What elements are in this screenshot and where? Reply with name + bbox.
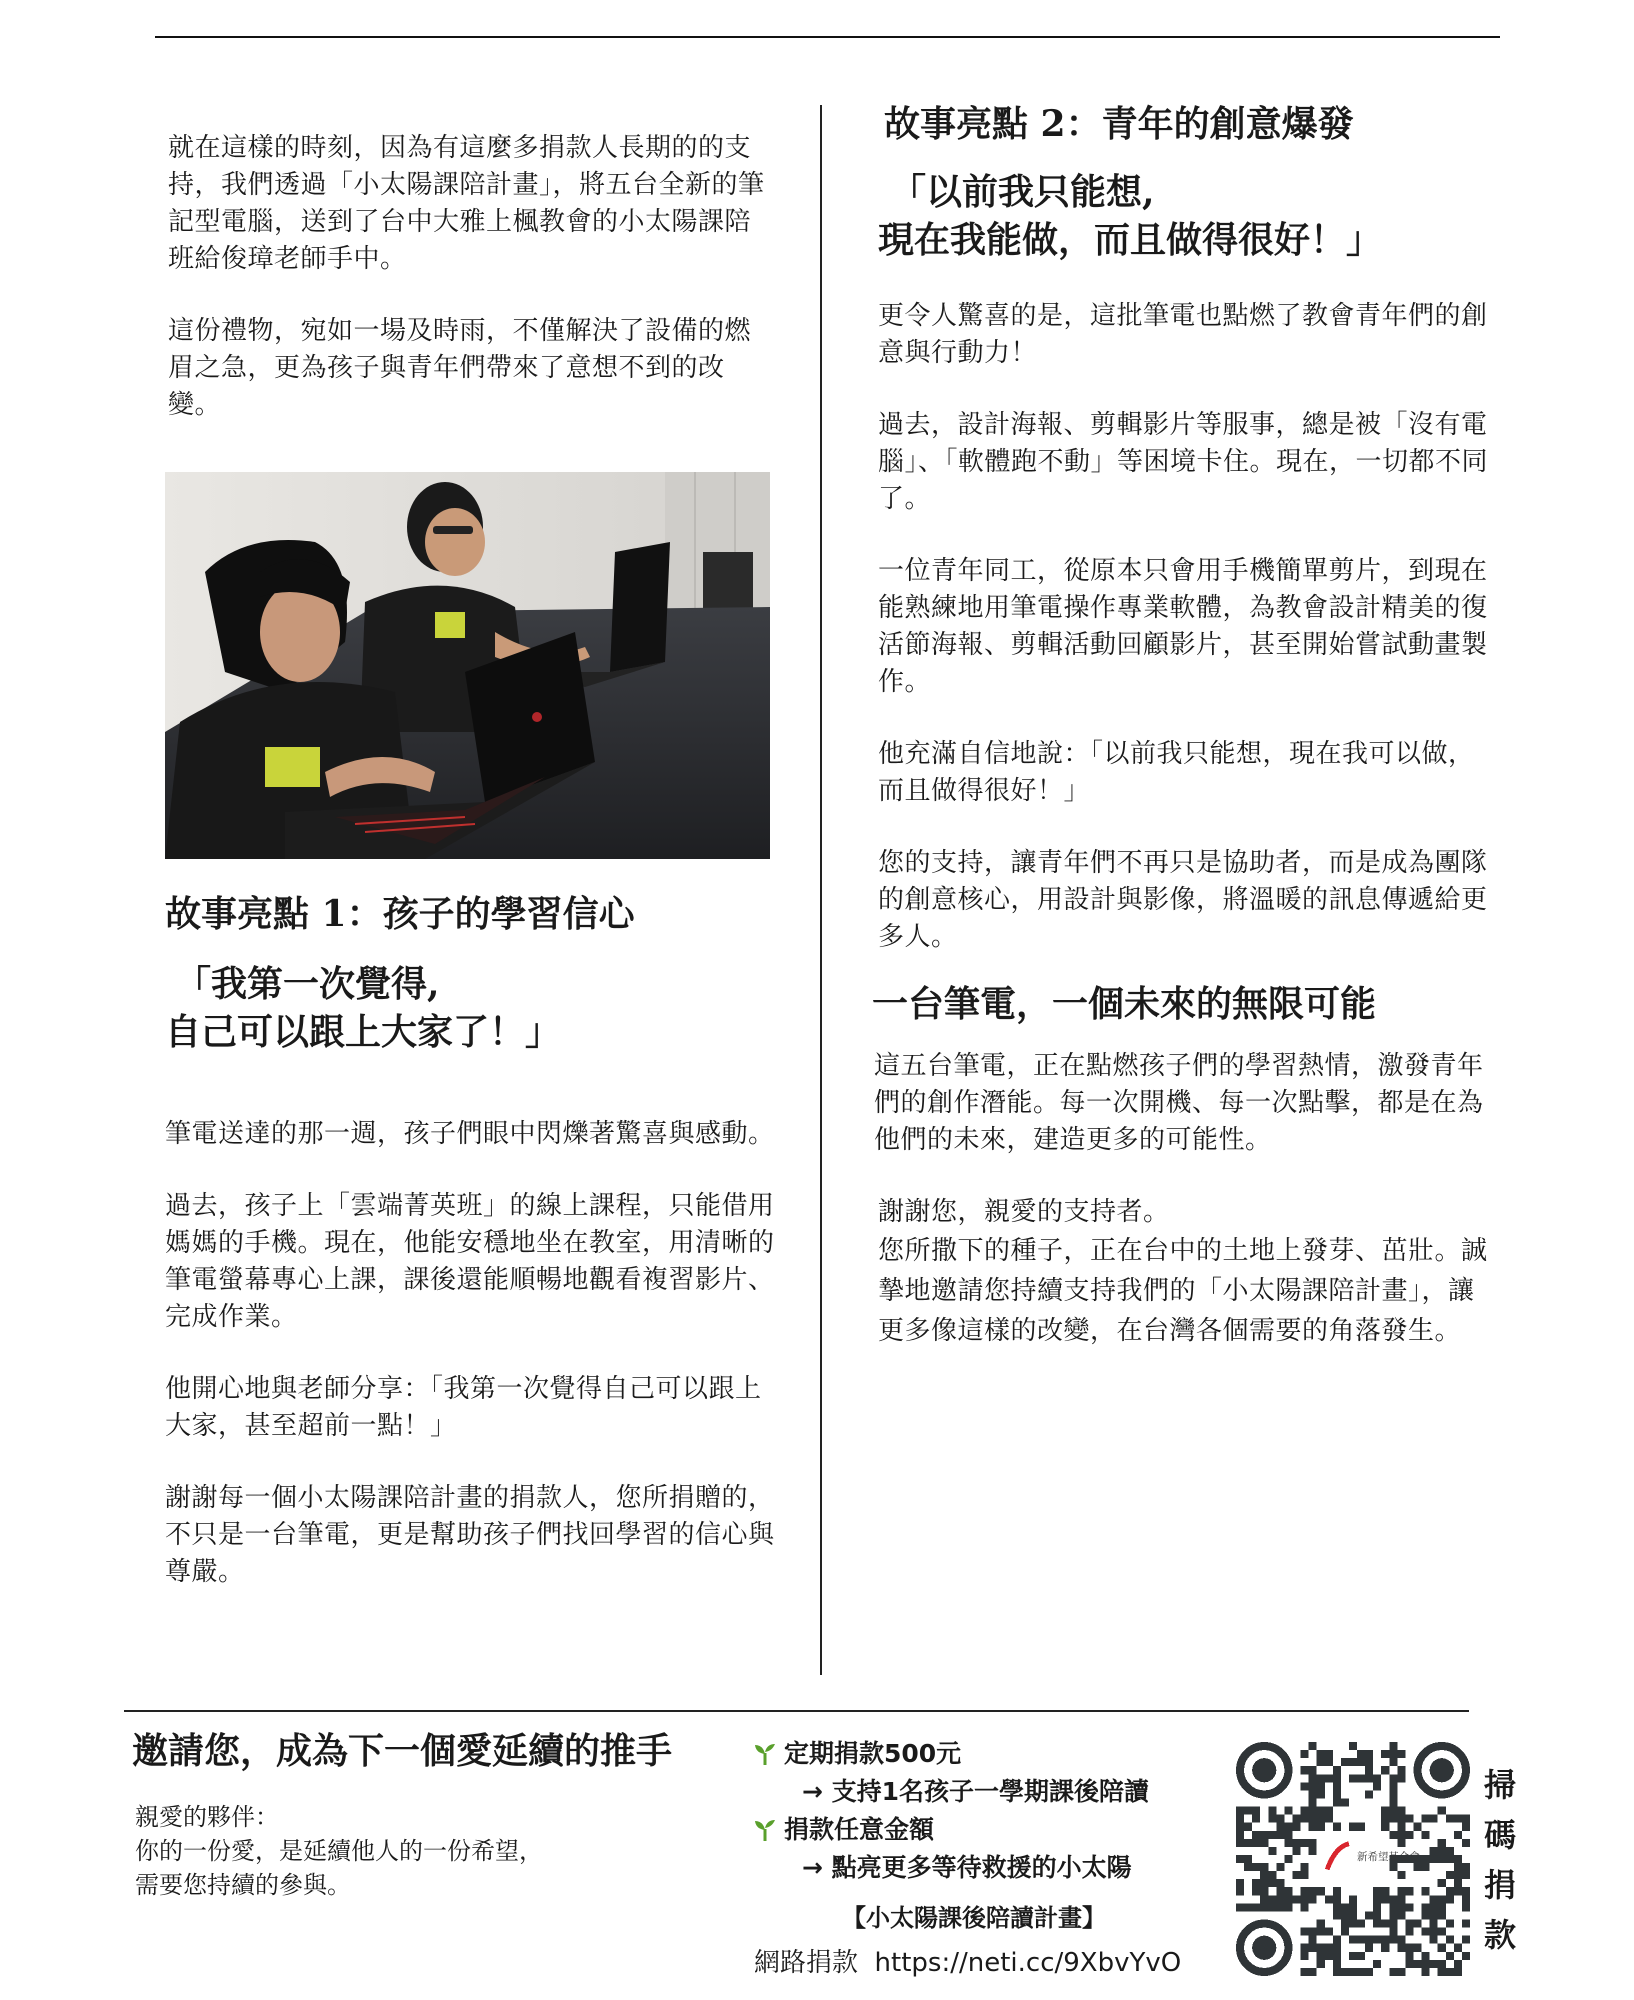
donation-option-1 (752, 1735, 1149, 1773)
qr-side-char-2: 碼 (1483, 1816, 1516, 1854)
footer-rule (124, 1710, 1469, 1712)
story-2-paragraph-1: 更令人驚喜的是，這批筆電也點燃了教會青年們的創意與行動力！ (878, 301, 1488, 368)
story-1-paragraph-3: 他開心地與老師分享：「我第一次覺得自己可以跟上大家，甚至超前一點！」 (165, 1374, 762, 1441)
intro-paragraph-1: 就在這樣的時刻，因為有這麼多捐款人長期的的支持，我們透過「小太陽課陪計畫」，將五台全新的筆記型電腦，送到了台中大雅上楓教會的小太陽課陪班給俊璋老師手中。 (168, 133, 765, 274)
story-2-quote-line-2: 現在我能做，而且做得很好！」 (878, 219, 1383, 261)
story-1-quote (165, 960, 775, 1056)
story-2-paragraph-2: 過去，設計海報、剪輯影片等服事，總是被「沒有電腦」、「軟體跑不動」等困境卡住。現在，一切都不同了。 (878, 410, 1489, 514)
story-2-heading: 故事亮點 2：青年的創意爆發 (884, 103, 1354, 145)
footer-message-line-1: 親愛的夥伴： (135, 1803, 279, 1831)
thanks-line: 謝謝您，親愛的支持者。 (878, 1197, 1170, 1227)
intro-paragraph-2: 這份禮物，宛如一場及時雨，不僅解決了設備的燃眉之急，更為孩子與青年們帶來了意想不到的改變。 (168, 316, 752, 420)
donation-option-2-label: 捐款任意金額 (784, 1815, 935, 1844)
story-2-paragraph-4: 他充滿自信地說：「以前我只能想，現在我可以做，而且做得很好！」 (878, 739, 1475, 806)
donation-option-1-detail: → 支持1名孩子一學期課後陪讀 (802, 1777, 1150, 1806)
qr-side-char-4: 款 (1483, 1916, 1516, 1954)
qr-side-label (1480, 1760, 1520, 1960)
story-1-paragraph-4: 謝謝每一個小太陽課陪計畫的捐款人，您所捐贈的，不只是一台筆電，更是幫助孩子們找回學習的信心與尊嚴。 (165, 1483, 775, 1587)
left-column-intro (168, 130, 768, 424)
donation-qr-code[interactable] (1236, 1742, 1470, 1976)
qr-center-logo-text: 新希望基金會 (1357, 1850, 1420, 1863)
story-2-quote-line-1: 「以前我只能想, (890, 171, 1155, 213)
story-1-paragraph-2: 過去，孩子上「雲端菁英班」的線上課程，只能借用媽媽的手機。現在，他能安穩地坐在教室，用清晰的筆電螢幕專心上課，課後還能順暢地觀看複習影片、完成作業。 (165, 1191, 775, 1332)
story-2-quote (878, 168, 1488, 264)
donation-option-2 (752, 1811, 1149, 1849)
sprout-icon (752, 1817, 778, 1843)
story-1-paragraph-1: 筆電送達的那一週，孩子們眼中閃爍著驚喜與感動。 (165, 1119, 775, 1149)
thanks-paragraph: 您所撒下的種子，正在台中的土地上發芽、茁壯。誠摯地邀請您持續支持我們的「小太陽課陪計畫」，讓更多像這樣的改變，在台灣各個需要的角落發生。 (878, 1236, 1488, 1346)
future-paragraph: 這五台筆電，正在點燃孩子們的學習熱情，激發青年們的創作潛能。每一次開機、每一次點擊，都是在為他們的未來，建造更多的可能性。 (874, 1051, 1484, 1155)
qr-side-char-3: 捐 (1483, 1866, 1516, 1904)
qr-side-char-1: 掃 (1483, 1766, 1516, 1804)
sprout-icon (752, 1741, 778, 1767)
donation-options (752, 1735, 1149, 1887)
story-2-paragraph-3: 一位青年同工，從原本只會用手機簡單剪片，到現在能熟練地用筆電操作專業軟體，為教會設計精美的復活節海報、剪輯活動回顧影片，甚至開始嘗試動畫製作。 (878, 556, 1488, 697)
story-1-quote-line-2: 自己可以跟上大家了！」 (165, 1011, 562, 1053)
donation-option-2-detail: → 點亮更多等待救援的小太陽 (802, 1853, 1132, 1882)
students-laptop-photo (165, 472, 770, 859)
right-column (872, 100, 1489, 1351)
footer-title: 邀請您，成為下一個愛延續的推手 (132, 1730, 673, 1772)
footer-message-line-2: 你的一份愛，是延續他人的一份希望， (135, 1837, 543, 1865)
footer-message-line-3: 需要您持續的參與。 (135, 1871, 351, 1899)
footer-message (135, 1800, 543, 1902)
donation-option-1-label: 定期捐款500元 (784, 1739, 962, 1768)
future-heading: 一台筆電，一個未來的無限可能 (872, 983, 1377, 1025)
story-1-quote-line-1: 「我第一次覺得, (175, 963, 440, 1005)
top-rule (155, 36, 1500, 38)
story-1-heading: 故事亮點 1：孩子的學習信心 (165, 893, 635, 935)
web-donation-url[interactable]: https://neti.cc/9XbvYvO (874, 1948, 1182, 1978)
program-name: 【小太陽課後陪讀計畫】 (842, 1904, 1106, 1932)
story-2-paragraph-5: 您的支持，讓青年們不再只是協助者，而是成為團隊的創意核心，用設計與影像，將溫暖的訊息傳遞給更多人。 (878, 848, 1488, 952)
web-donation[interactable] (754, 1942, 1181, 1979)
web-donation-label: 網路捐款 (754, 1948, 859, 1978)
column-divider (820, 105, 822, 1675)
story-1-section (165, 890, 775, 1591)
